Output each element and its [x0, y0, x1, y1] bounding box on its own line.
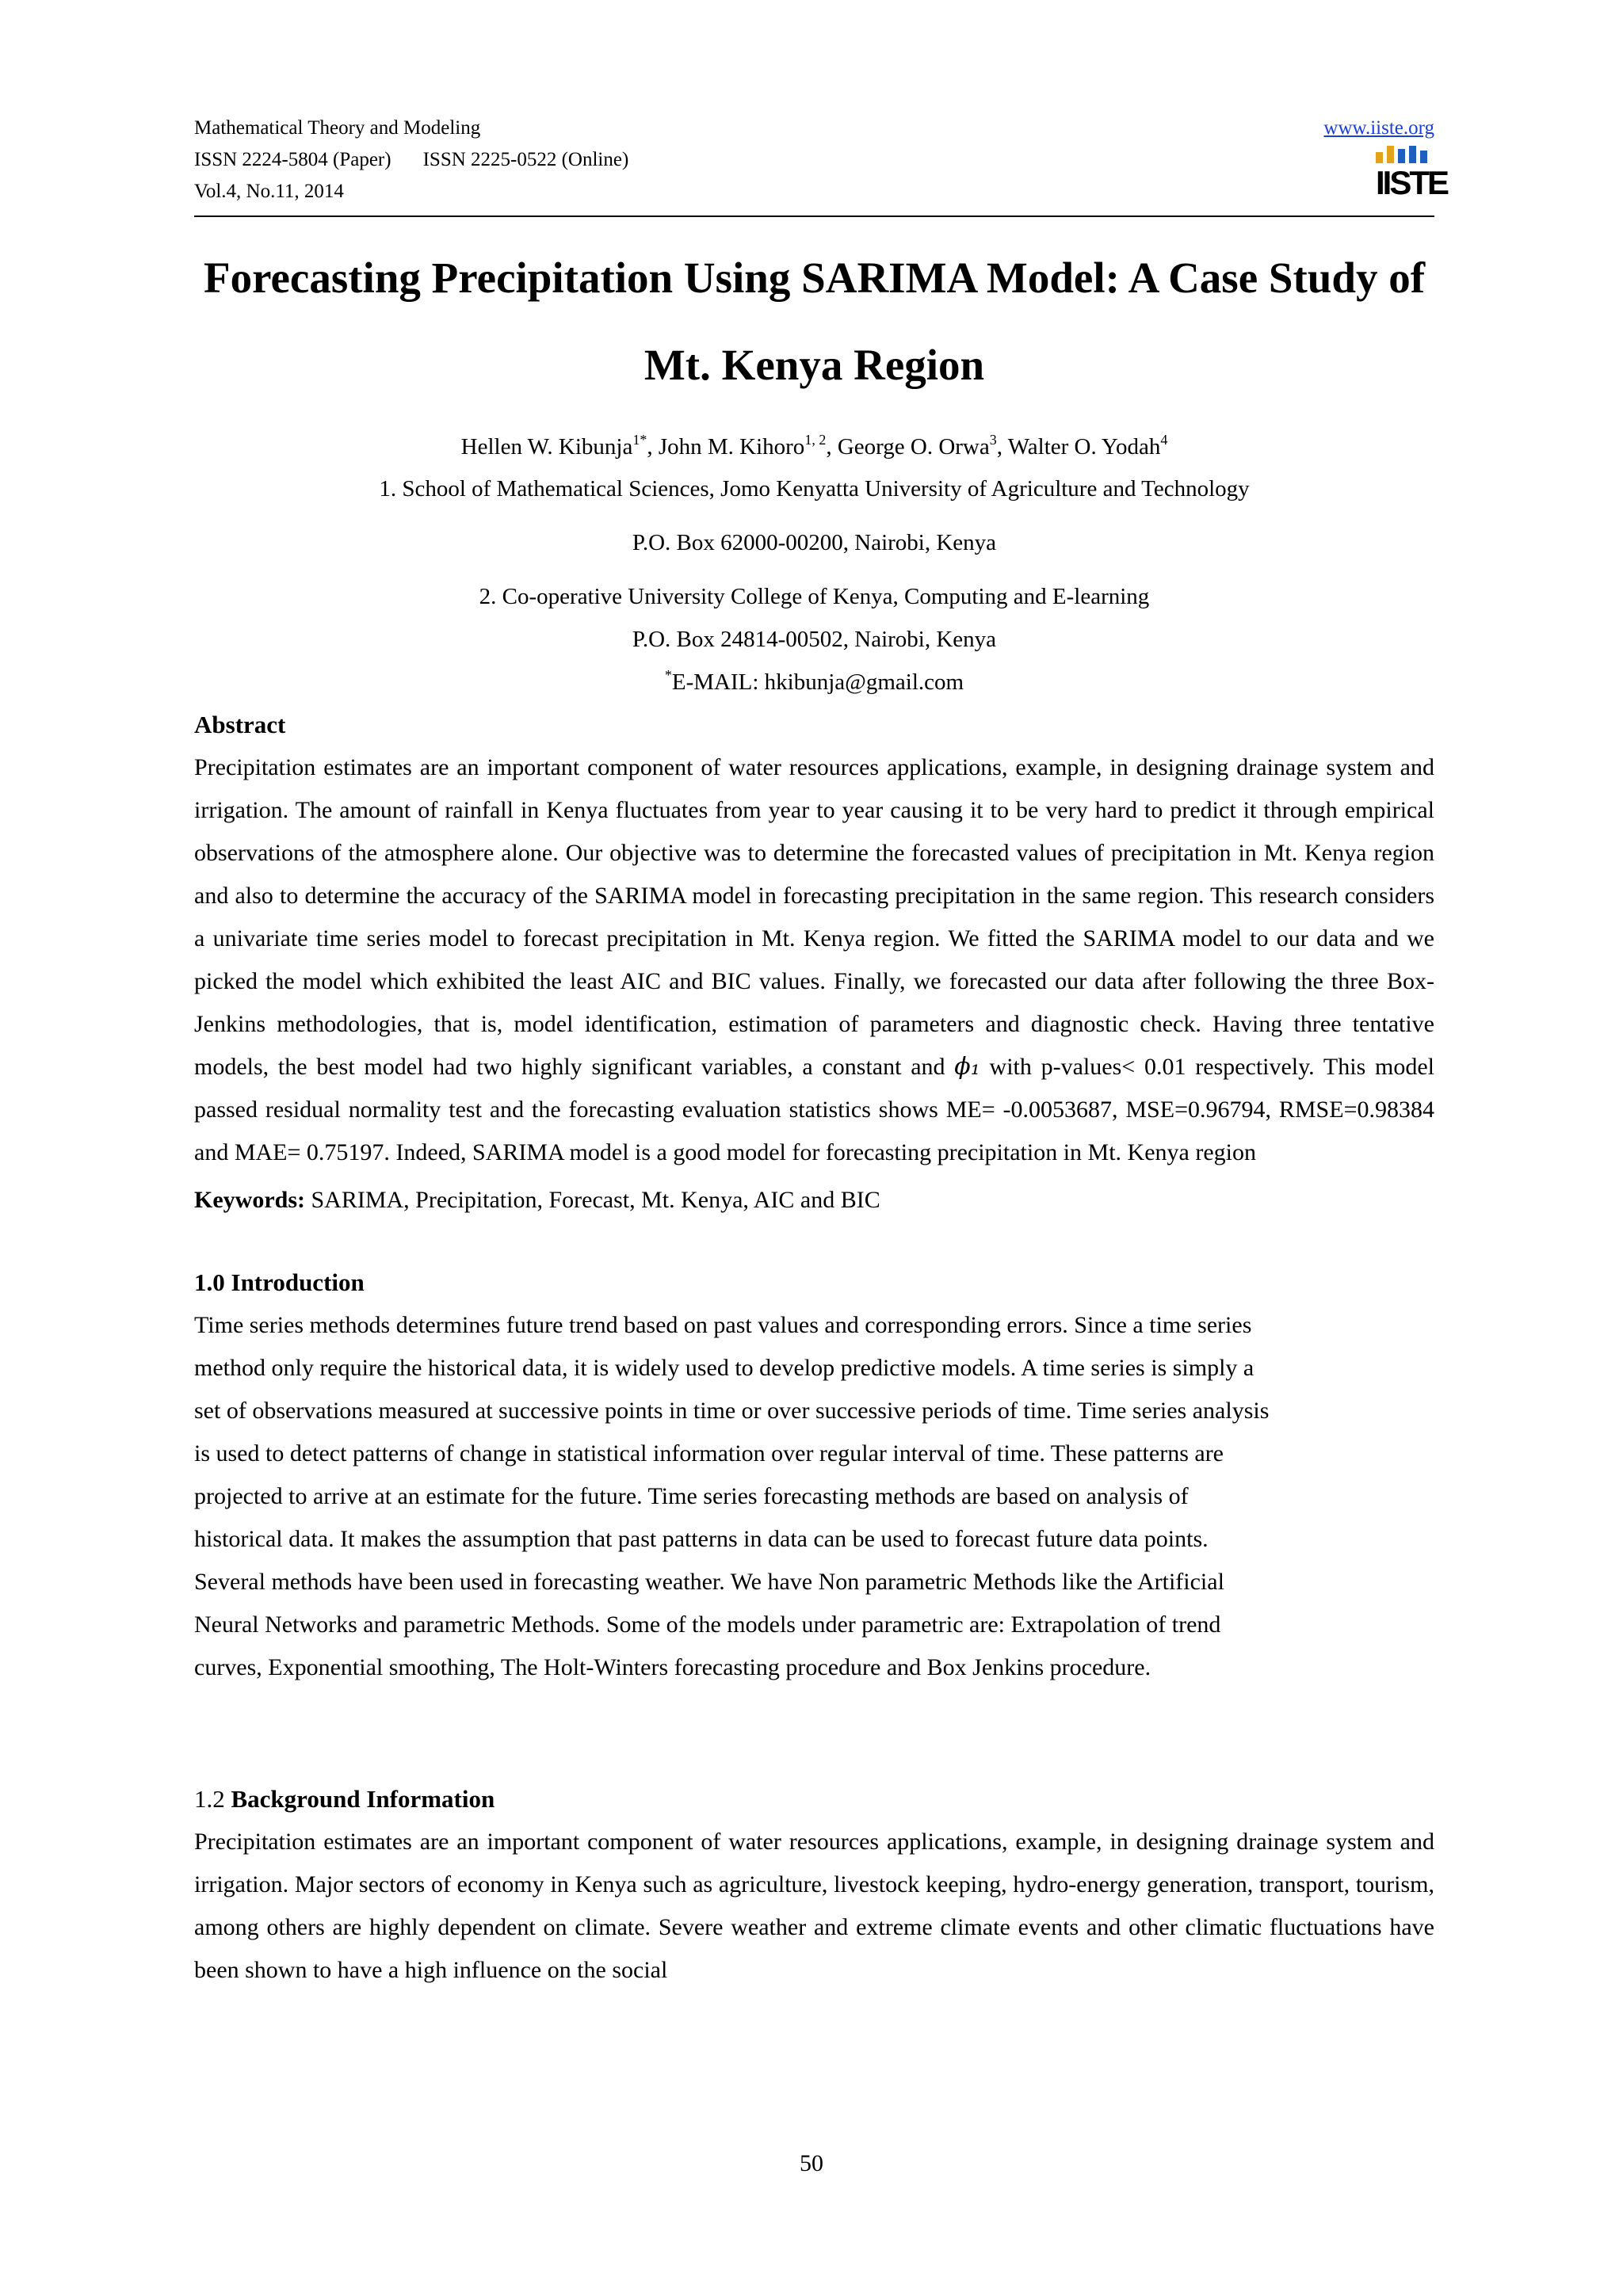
journal-name: Mathematical Theory and Modeling — [194, 117, 481, 139]
author-sep: , — [647, 434, 659, 460]
affiliation-2: 2. Co-operative University College of Kenya, Computing and E-learning — [479, 584, 1150, 609]
author-sup: 4 — [1160, 432, 1168, 448]
intro-line: Several methods have been used in forecasting weather. We have Non parametric Methods like the Artificial — [194, 1569, 1224, 1595]
background-number: 1.2 — [194, 1785, 225, 1813]
intro-line: is used to detect patterns of change in statistical information over regular interval of time. These patterns are — [194, 1440, 1224, 1466]
author-sep: , — [826, 434, 838, 460]
author-list — [194, 431, 1434, 463]
journal-header — [194, 111, 1448, 217]
author-name: George O. Orwa — [837, 434, 990, 460]
background-title: Background Information — [231, 1785, 495, 1813]
paper-page — [194, 111, 1448, 1992]
iiste-logo — [1376, 146, 1448, 204]
intro-line: set of observations measured at successive points in time or over successive periods of time. Time series analysis — [194, 1398, 1270, 1424]
issn-line — [194, 144, 628, 176]
author-sup: 3 — [989, 432, 997, 448]
email-text: E-MAIL: hkibunja@gmail.com — [671, 669, 964, 695]
author-sup: 1, 2 — [804, 432, 827, 448]
issn-paper: ISSN 2224-5804 (Paper) — [194, 149, 391, 170]
issn-online: ISSN 2225-0522 (Online) — [422, 149, 629, 170]
logo-text: IISTE — [1376, 164, 1448, 201]
author-sup: 1* — [632, 432, 647, 448]
author-sep: , — [996, 434, 1008, 460]
abstract-text — [194, 746, 1434, 1174]
background-heading — [194, 1778, 1434, 1821]
author-name: Hellen W. Kibunja — [460, 434, 633, 460]
affiliation-1: 1. School of Mathematical Sciences, Jomo Kenyatta University of Agriculture and Technology — [379, 476, 1250, 502]
logo-bars — [1376, 146, 1431, 163]
keywords-label: Keywords: — [194, 1187, 305, 1213]
intro-line: Time series methods determines future trend based on past values and corresponding errors. Since a time series — [194, 1312, 1252, 1338]
intro-line: Neural Networks and parametric Methods. Some of the models under parametric are: Extrapolation of trend — [194, 1611, 1221, 1638]
background-text: Precipitation estimates are an important component of water resources applications, example, in designing drainage system and irrigation. Major sectors of economy in Kenya such as agriculture, livestock keeping, hydro-energy generation, transport, tourism, among others are highly dependent on climate. Severe weather and extreme climate events and other climatic fluctuations have been shown to have a high influence on the social — [194, 1829, 1434, 1983]
title-line-1: Forecasting Precipitation Using SARIMA Model: A Case Study of — [203, 254, 1426, 302]
paper-title — [194, 235, 1434, 409]
email-marker: * — [664, 667, 672, 683]
title-line-2: Mt. Kenya Region — [643, 341, 985, 389]
affiliation-2-address: P.O. Box 24814-00502, Nairobi, Kenya — [632, 627, 997, 652]
abstract-text-part-1: Precipitation estimates are an important component of water resources applications, example, in designing drainage system and irrigation. The amount of rainfall in Kenya fluctuates from year to year causing it to be very hard to predict it through empirical observations of the atmosphere alone. Our objective was to determine the forecasted values of precipitation in Mt. Kenya region and also to determine the accuracy of the SARIMA model in forecasting precipitation in the same region. This research considers a univariate time series model to forecast precipitation in Mt. Kenya region. We fitted the SARIMA model to our data and we picked the model which exhibited the least AIC and BIC values. Finally, we forecasted our data after following the three Box-Jenkins methodologies, that is, model identification, estimation of parameters and diagnostic check. Having three tentative models, the best model had two highly significant variables, a constant and — [194, 754, 1434, 1080]
affiliation-1-address: P.O. Box 62000-00200, Nairobi, Kenya — [632, 530, 997, 555]
volume-info: Vol.4, No.11, 2014 — [194, 181, 344, 202]
abstract-text-part-2: with p-values< 0.01 respectively. This model passed residual normality test and the forecasting evaluation statistics shows ME= -0.0053687, MSE=0.96794, RMSE=0.98384 and MAE= 0.75197. Indeed, SARIMA model is a good model for forecasting precipitation in Mt. Kenya region — [194, 1054, 1434, 1165]
contact-email — [194, 661, 1434, 704]
page-number: 50 — [800, 2150, 823, 2176]
phi-symbol: ϕ₁ — [954, 1053, 980, 1081]
introduction-text — [194, 1304, 1434, 1689]
author-name: Walter O. Yodah — [1007, 434, 1161, 460]
keywords — [194, 1179, 1434, 1222]
introduction-heading: 1.0 Introduction — [194, 1268, 365, 1296]
author-name: John M. Kihoro — [658, 434, 805, 460]
intro-line: projected to arrive at an estimate for the future. Time series forecasting methods are based on analysis of — [194, 1483, 1189, 1509]
abstract-heading: Abstract — [194, 711, 286, 738]
journal-url-link[interactable]: www.iiste.org — [1323, 117, 1434, 139]
intro-line: historical data. It makes the assumption that past patterns in data can be used to forecast future data points. — [194, 1526, 1209, 1552]
keywords-text: SARIMA, Precipitation, Forecast, Mt. Kenya, AIC and BIC — [311, 1187, 880, 1213]
intro-line: method only require the historical data, it is widely used to develop predictive models. A time series is simply a — [194, 1355, 1254, 1381]
intro-line: curves, Exponential smoothing, The Holt-Winters forecasting procedure and Box Jenkins procedure. — [194, 1654, 1151, 1680]
